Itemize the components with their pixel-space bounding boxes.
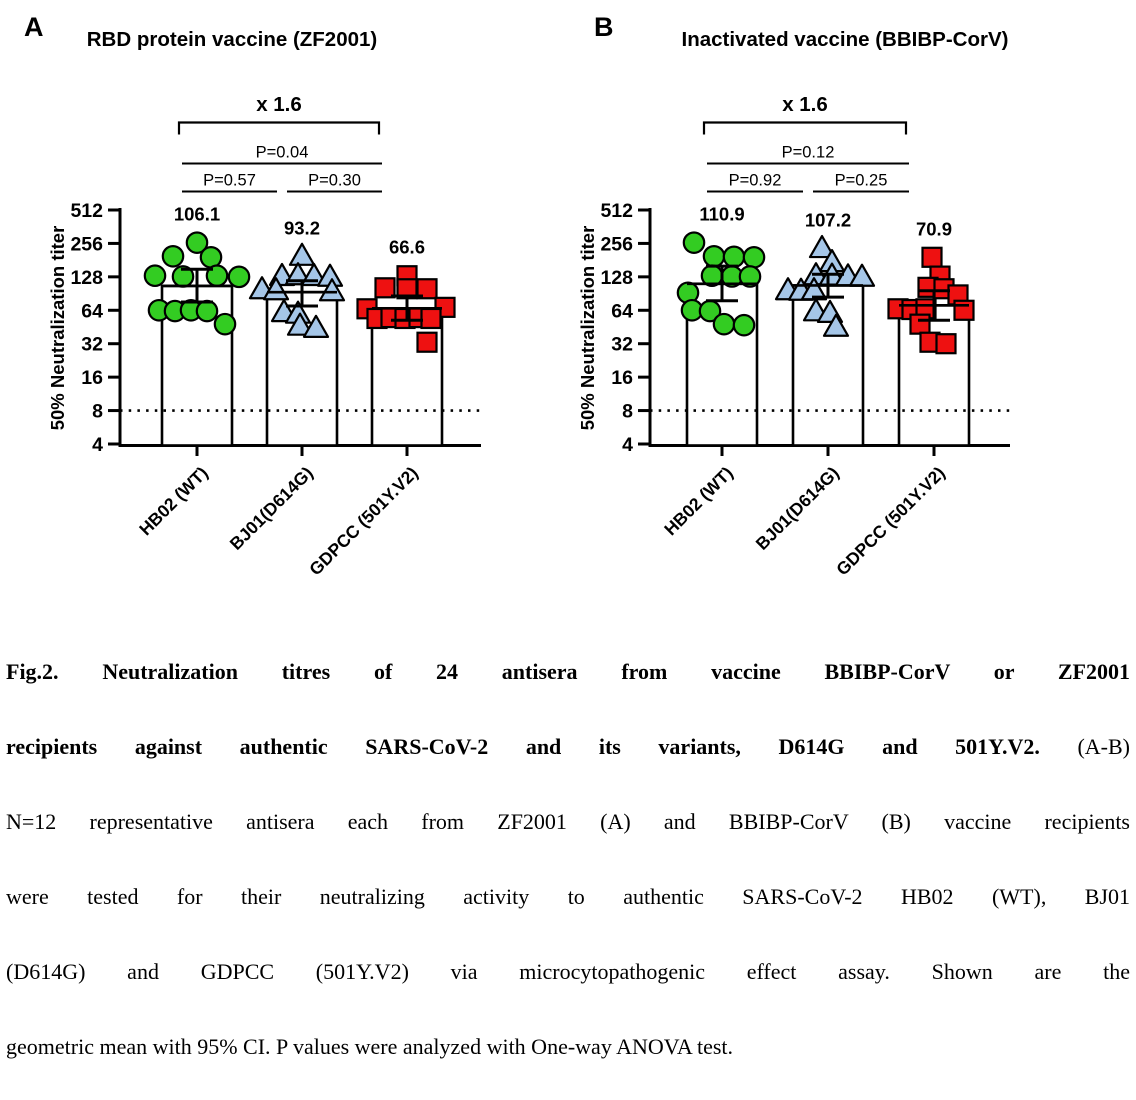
mean-value-label: 110.9: [699, 203, 745, 225]
y-tick-label: 4: [92, 434, 103, 456]
fold-change-label: x 1.6: [256, 93, 302, 116]
y-tick-label: 128: [70, 266, 103, 289]
caption-line-6: geometric mean with 95% CI. P values were analyzed with One-way ANOVA test.: [6, 1034, 734, 1059]
data-point-square: [376, 278, 395, 297]
panel-label: B: [594, 12, 614, 42]
data-point-circle: [145, 266, 165, 286]
figure-caption: [0, 634, 1136, 1084]
x-axis-group-label: HB02 (WT): [660, 462, 737, 540]
caption-line-2: [6, 709, 1130, 784]
data-point-circle: [724, 247, 744, 267]
data-point-circle: [215, 314, 235, 334]
data-point-square: [955, 301, 974, 320]
y-tick-label: 64: [81, 300, 103, 323]
mean-value-label: 66.6: [388, 236, 426, 258]
p-value-label: P=0.92: [728, 171, 782, 190]
y-tick-label: 32: [611, 333, 633, 356]
data-point-circle: [744, 247, 764, 267]
caption-line-1: [6, 634, 1130, 709]
data-point-square: [422, 309, 441, 328]
caption-line-2-regular: (A-B): [1077, 734, 1131, 759]
data-point-circle: [684, 232, 704, 252]
y-tick-label: 16: [81, 367, 103, 390]
data-point-circle: [704, 246, 724, 266]
y-tick-label: 8: [92, 400, 103, 423]
y-tick-label: 32: [81, 333, 103, 356]
data-point-circle: [197, 301, 217, 321]
caption-line-2-bold: recipients against authentic SARS-CoV-2 and its variants, D614G and 501Y.V2.: [6, 734, 1040, 759]
y-axis-title: 50% Neutralization titer: [577, 225, 598, 431]
data-point-circle: [229, 267, 249, 287]
caption-line-1-bold: Fig.2. Neutralization titres of 24 antisera from vaccine BBIBP-CorV or ZF2001: [6, 659, 1130, 684]
fold-change-label: x 1.6: [782, 93, 828, 116]
data-point-circle: [201, 247, 221, 267]
y-axis-title: 50% Neutralization titer: [47, 225, 68, 431]
mean-value-label: 70.9: [915, 218, 953, 240]
y-tick-label: 128: [600, 266, 633, 289]
y-tick-label: 256: [70, 233, 103, 256]
mean-value-label: 107.2: [804, 209, 852, 231]
y-tick-label: 512: [600, 199, 633, 222]
caption-line-3: N=12 representative antisera each from ZF2001 (A) and BBIBP-CorV (B) vaccine recipients: [6, 809, 1130, 834]
data-point-circle: [163, 246, 183, 266]
panel-title: Inactivated vaccine (BBIBP-CorV): [681, 28, 1009, 51]
y-tick-label: 64: [611, 300, 633, 323]
x-axis-group-label: BJ01(D614G): [225, 462, 317, 554]
p-value-label: P=0.57: [203, 171, 256, 190]
y-tick-label: 4: [622, 434, 633, 456]
x-axis-group-label: GDPCC (501Y.V2): [832, 462, 949, 580]
mean-value-label: 93.2: [283, 217, 321, 239]
y-tick-label: 256: [600, 233, 633, 256]
x-axis-group-label: BJ01(D614G): [751, 462, 843, 554]
y-tick-label: 16: [611, 367, 633, 390]
y-tick-label: 512: [70, 199, 103, 222]
data-point-square: [937, 334, 956, 353]
mean-value-label: 106.1: [173, 203, 221, 225]
data-point-square: [418, 333, 437, 352]
p-value-label: P=0.12: [781, 143, 835, 162]
panel-title: RBD protein vaccine (ZF2001): [86, 28, 378, 51]
panel-label: A: [24, 12, 44, 42]
data-point-triangle: [290, 244, 314, 265]
caption-line-4: were tested for their neutralizing activity to authentic SARS-CoV-2 HB02 (WT), BJ01: [6, 884, 1130, 909]
p-value-label: P=0.30: [308, 171, 361, 190]
p-value-label: P=0.04: [255, 143, 309, 162]
x-axis-group-label: HB02 (WT): [135, 462, 212, 540]
x-axis-group-label: GDPCC (501Y.V2): [305, 462, 422, 580]
data-point-square: [923, 248, 942, 267]
y-tick-label: 8: [622, 400, 633, 423]
caption-line-5: (D614G) and GDPCC (501Y.V2) via microcytopathogenic effect assay. Shown are the: [6, 959, 1130, 984]
fold-change-bracket: [704, 123, 906, 135]
data-point-circle: [734, 315, 754, 335]
data-point-circle: [714, 314, 734, 334]
data-point-square: [911, 315, 930, 334]
fold-change-bracket: [179, 123, 379, 135]
p-value-label: P=0.25: [834, 171, 888, 190]
